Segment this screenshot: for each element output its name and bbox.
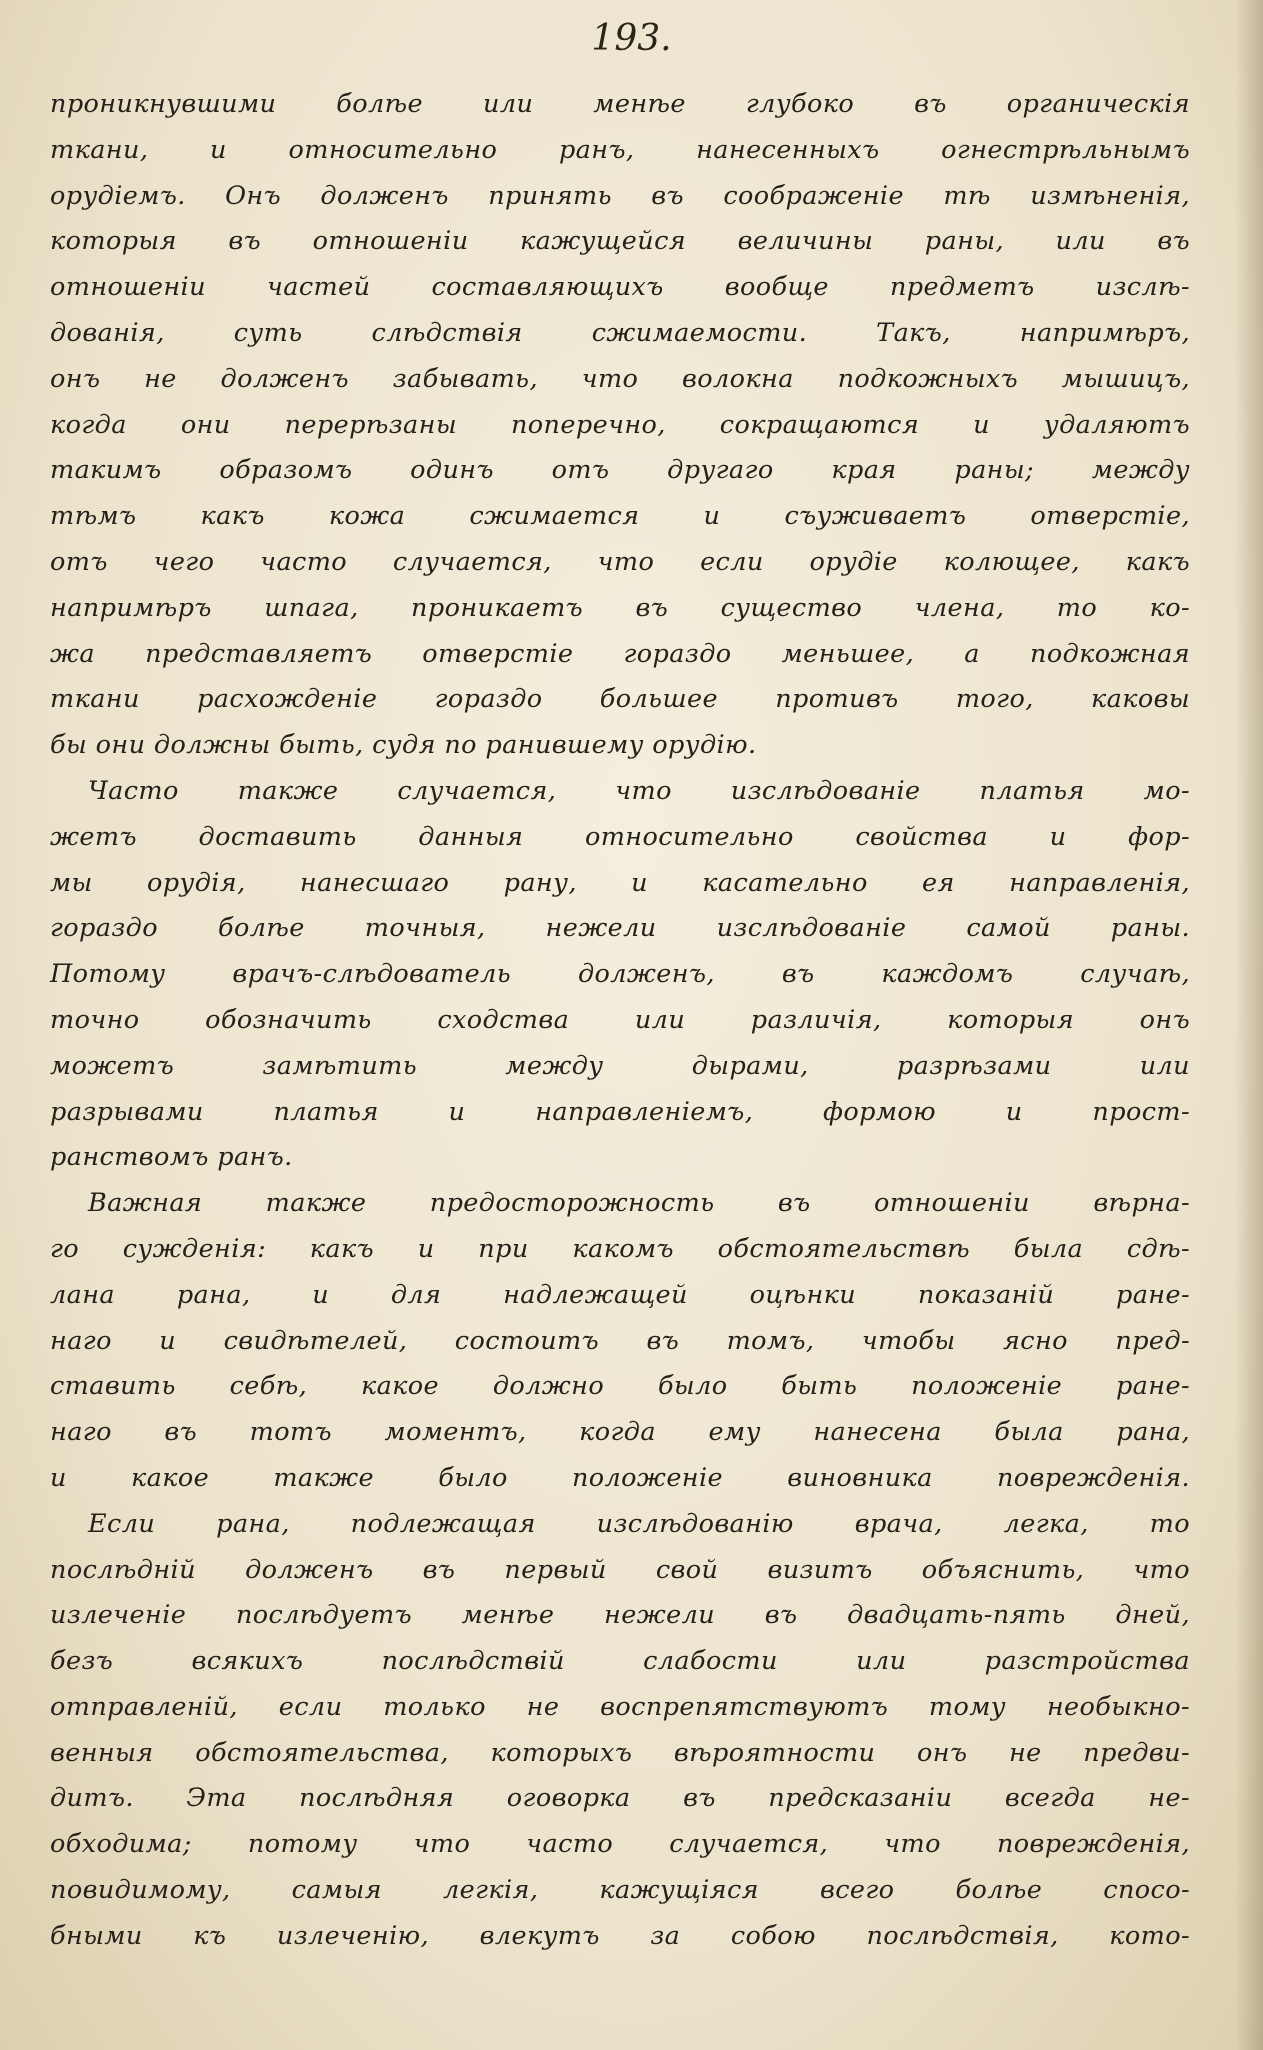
text-line: жетъ доставить данныя относительно свойства и фор- <box>50 821 1190 852</box>
text-line: такимъ образомъ одинъ отъ другаго края раны; между <box>50 455 1190 486</box>
page-edge-shadow <box>1235 0 1263 2050</box>
text-line: отъ чего часто случается, что если орудіе колющее, какъ <box>50 546 1190 577</box>
text-line: мы орудія, нанесшаго рану, и касательно ея направленія, <box>50 867 1190 898</box>
text-line: повидимому, самыя легкія, кажущіяся всего болѣе спосо- <box>50 1875 1190 1906</box>
text-line: бными къ излеченію, влекутъ за собою послѣдствія, кото- <box>50 1920 1190 1951</box>
text-line: Часто также случается, что изслѣдованіе платья мо- <box>88 775 1190 806</box>
text-line: го сужденія: какъ и при какомъ обстоятельствѣ была сдѣ- <box>50 1233 1190 1264</box>
text-line: дованія, суть слѣдствія сжимаемости. Такъ, напримѣръ, <box>50 317 1190 348</box>
text-line: лана рана, и для надлежащей оцѣнки показаній ране- <box>50 1279 1190 1310</box>
text-line: Если рана, подлежащая изслѣдованію врача, легка, то <box>88 1508 1190 1539</box>
text-line: обходима; потому что часто случается, что поврежденія, <box>50 1829 1190 1860</box>
text-line: и какое также было положеніе виновника поврежденія. <box>50 1462 1190 1493</box>
text-line: орудіемъ. Онъ долженъ принять въ соображеніе тѣ измѣненія, <box>50 180 1190 211</box>
text-line: можетъ замѣтить между дырами, разрѣзами или <box>50 1050 1190 1081</box>
text-line: Потому врачъ-слѣдователь долженъ, въ каждомъ случаѣ, <box>50 959 1190 990</box>
text-line: отношеніи частей составляющихъ вообще предметъ изслѣ- <box>50 272 1190 303</box>
text-line: венныя обстоятельства, которыхъ вѣроятности онъ не предви- <box>50 1737 1190 1768</box>
text-line: проникнувшими болѣе или менѣе глубоко въ органическія <box>50 89 1190 119</box>
text-line: ткани, и относительно ранъ, нанесенныхъ огнестрѣльнымъ <box>50 134 1190 165</box>
text-line: когда они перерѣзаны поперечно, сокращаются и удаляютъ <box>50 409 1190 440</box>
text-line: тѣмъ какъ кожа сжимается и съуживаетъ отверстіе, <box>50 501 1190 532</box>
text-line: онъ не долженъ забывать, что волокна подкожныхъ мышицъ, <box>50 363 1190 394</box>
text-line: жа представляетъ отверстіе гораздо меньшее, а подкожная <box>50 638 1190 669</box>
text-line: дитъ. Эта послѣдняя оговорка въ предсказаніи всегда не- <box>50 1783 1190 1814</box>
text-line: наго и свидѣтелей, состоитъ въ томъ, чтобы ясно пред- <box>50 1325 1190 1356</box>
text-line: гораздо болѣе точныя, нежели изслѣдованіе самой раны. <box>50 913 1190 944</box>
text-line: ставить себѣ, какое должно было быть положеніе ране- <box>50 1371 1190 1402</box>
text-line: Важная также предосторожность въ отношеніи вѣрна- <box>88 1188 1190 1219</box>
text-line: ткани расхожденіе гораздо большее противъ того, каковы <box>50 684 1190 715</box>
text-line: точно обозначить сходства или различія, которыя онъ <box>50 1004 1190 1035</box>
text-line: безъ всякихъ послѣдствій слабости или разстройства <box>50 1646 1190 1677</box>
text-line: наго въ тотъ моментъ, когда ему нанесена была рана, <box>50 1417 1190 1448</box>
text-line: бы они должны быть, судя по ранившему орудію. <box>50 730 757 761</box>
manuscript-text <box>50 82 1190 1960</box>
text-line: послѣдній долженъ въ первый свой визитъ объяснить, что <box>50 1554 1190 1585</box>
page-number: 193. <box>591 18 672 59</box>
text-line: разрывами платья и направленіемъ, формою и прост- <box>50 1096 1190 1127</box>
text-line: излеченіе послѣдуетъ менѣе нежели въ двадцать-пять дней, <box>50 1600 1190 1631</box>
text-line: которыя въ отношеніи кажущейся величины раны, или въ <box>50 226 1190 257</box>
text-line: напримѣръ шпага, проникаетъ въ существо члена, то ко- <box>50 592 1190 623</box>
text-line: ранствомъ ранъ. <box>50 1142 293 1173</box>
text-line: отправленій, если только не воспрепятствуютъ тому необыкно- <box>50 1691 1190 1722</box>
